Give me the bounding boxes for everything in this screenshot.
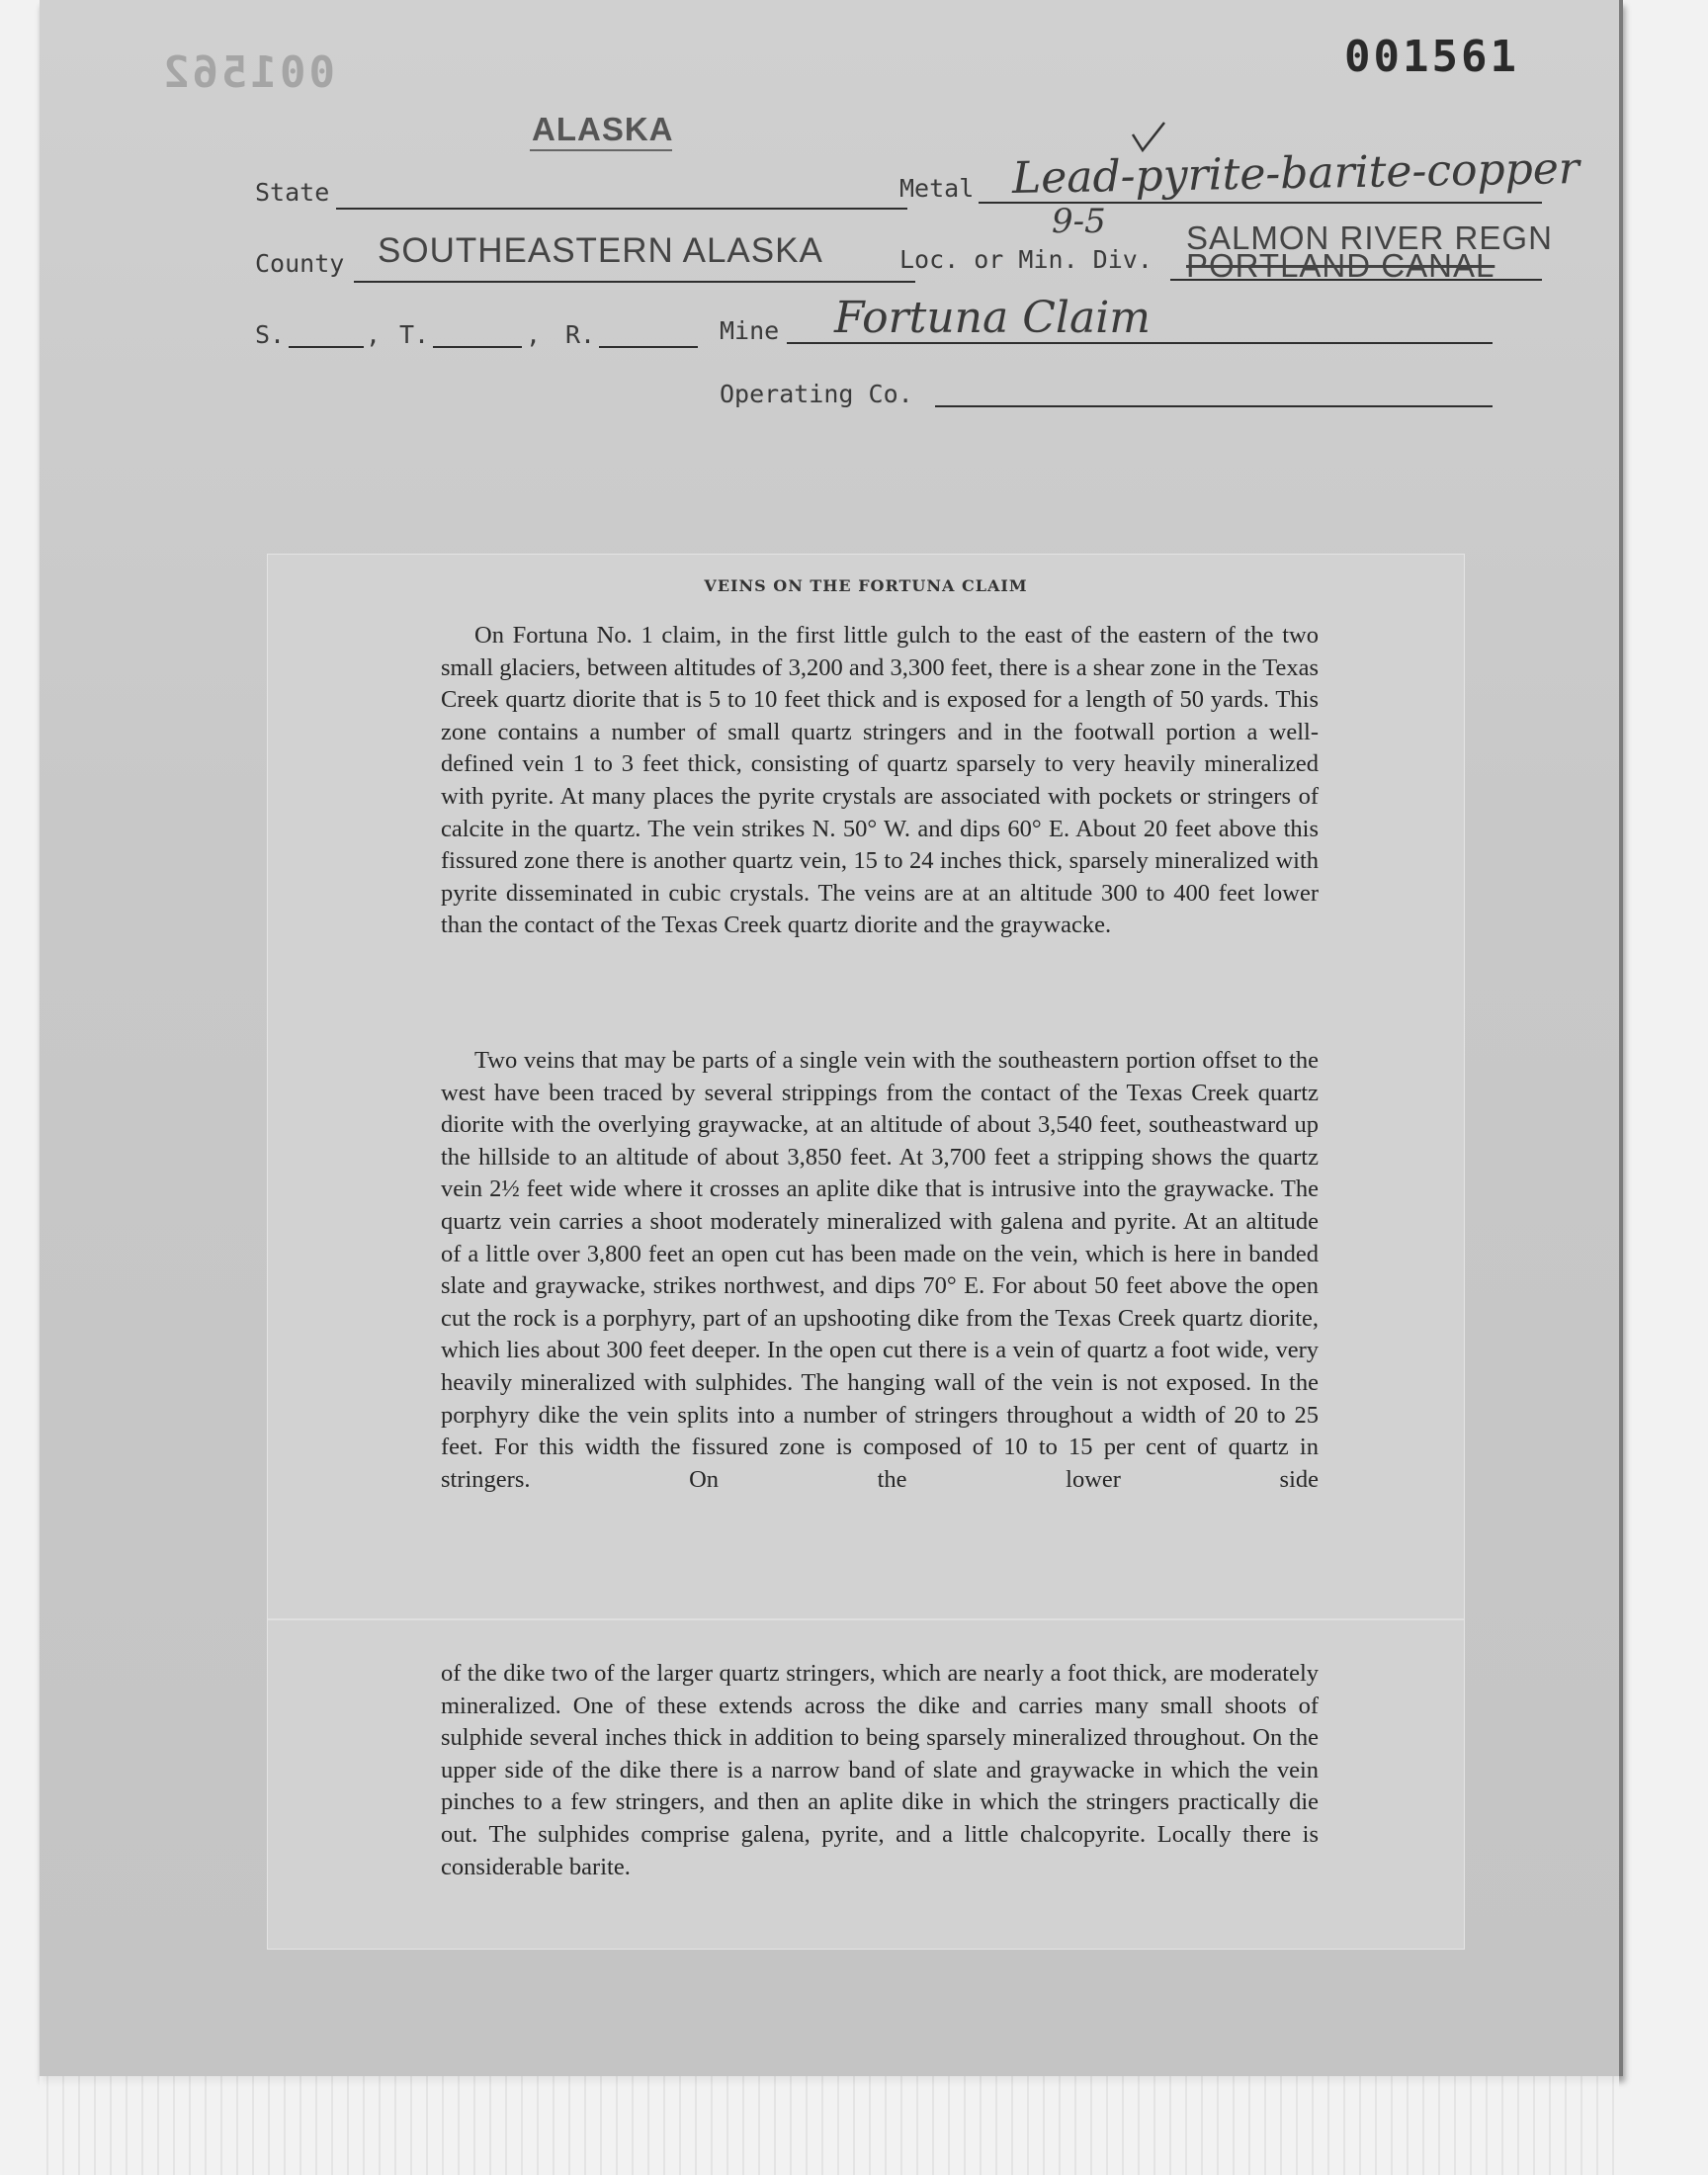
- state-value-underline: [530, 149, 672, 151]
- text-clipping: [267, 554, 1465, 1950]
- lower-paste-seam: [268, 1618, 1464, 1620]
- stamp-number-mirrored: 001562: [160, 47, 335, 98]
- division-label: Loc. or Min. Div.: [899, 245, 1153, 274]
- county-label: County: [255, 249, 345, 278]
- metal-value: Lead-pyrite-barite-copper: [1011, 142, 1580, 205]
- metal-label: Metal: [899, 174, 975, 203]
- operating-label: Operating Co.: [720, 380, 913, 408]
- township-comma: ,: [526, 320, 542, 349]
- range-label: R.: [565, 320, 596, 349]
- stamp-number: 001561: [1344, 32, 1519, 82]
- record-card: [40, 0, 1623, 2076]
- mine-label: Mine: [720, 316, 780, 345]
- paragraph-1: On Fortuna No. 1 claim, in the first little gulch to the east of the eastern of the two small glaciers, between altitudes of 3,200 and 3,300 feet, there is a shear zone in the Texas Creek quartz diorite that is 5 to 10 feet thick and is exposed for a length of 50 yards. This zone contains a number of small quartz stringers and in the footwall portion a well-defined vein 1 to 3 feet thick, consisting of quartz sparsely to very heavily mineralized with pyrite. At many places the pyrite crystals are associated with pockets or stringers of calcite in the quartz. The vein strikes N. 50° W. and dips 60° E. About 20 feet above this fissured zone there is another quartz vein, 15 to 24 inches thick, sparsely mineralized with pyrite disseminated in cubic crystals. The veins are at an altitude 300 to 400 feet lower than the contact of the Texas Creek quartz diorite and the graywacke.: [441, 622, 1319, 939]
- township-label: T.: [399, 320, 430, 349]
- metal-note: 9-5: [1052, 202, 1106, 241]
- state-line: [336, 208, 907, 210]
- check-mark-icon: [1127, 117, 1170, 156]
- clipping-title: VEINS ON THE FORTUNA CLAIM: [704, 576, 1028, 595]
- scan-bleed: [40, 2076, 1619, 2175]
- operating-line: [935, 405, 1493, 407]
- mine-value: Fortuna Claim: [834, 293, 1151, 343]
- range-line: [599, 346, 698, 348]
- county-value: SOUTHEASTERN ALASKA: [378, 231, 823, 270]
- county-line: [354, 281, 915, 283]
- division-struck: PORTLAND CANAL: [1186, 247, 1495, 284]
- township-line: [433, 346, 522, 348]
- paragraph-2: Two veins that may be parts of a single vein with the southeastern portion offset to the west have been traced by several strippings from the contact of the Texas Creek quartz diorite with the overlying graywacke, at an altitude of about 3,540 feet, southeastward up the hillside to an altitude of about 3,850 feet. At 3,700 feet a stripping shows the quartz vein 2½ feet wide where it crosses an aplite dike that is intrusive into the graywacke. The quartz vein carries a shoot moderately mineralized with galena and pyrite. At an altitude of a little over 3,800 feet an open cut has been made on the vein, which is here in banded slate and graywacke, strikes northwest, and dips 70° E. For about 50 feet above the open cut the rock is a porphyry, part of an upshooting dike from the Texas Creek quartz diorite, which lies about 300 feet deeper. In the open cut there is a vein of quartz a foot wide, very heavily mineralized with sulphides. The hanging wall of the vein is not exposed. In the porphyry dike the vein splits into a number of stringers throughout a width of 20 to 25 feet. For this width the fissured zone is composed of 10 to 15 per cent of quartz in stringers. On the lower side: [441, 1047, 1319, 1493]
- section-comma: ,: [366, 320, 382, 349]
- paragraph-3: of the dike two of the larger quartz stringers, which are nearly a foot thick, are moderately mineralized. One of these extends across the dike and carries many small shoots of sulphide several inches thick in addition to being sparsely mineralized throughout. On the upper side of the dike there is a narrow band of slate and graywacke in which the vein pinches to a few stringers, and then an aplite dike in which the stringers practically die out. The sulphides comprise galena, pyrite, and a little chalcopyrite. Locally there is considerable barite.: [441, 1660, 1319, 1880]
- section-label: S.: [255, 320, 286, 349]
- section-line: [289, 346, 364, 348]
- division-value: SALMON RIVER REGN: [1186, 219, 1553, 256]
- state-label: State: [255, 178, 330, 207]
- state-value: ALASKA: [532, 111, 674, 147]
